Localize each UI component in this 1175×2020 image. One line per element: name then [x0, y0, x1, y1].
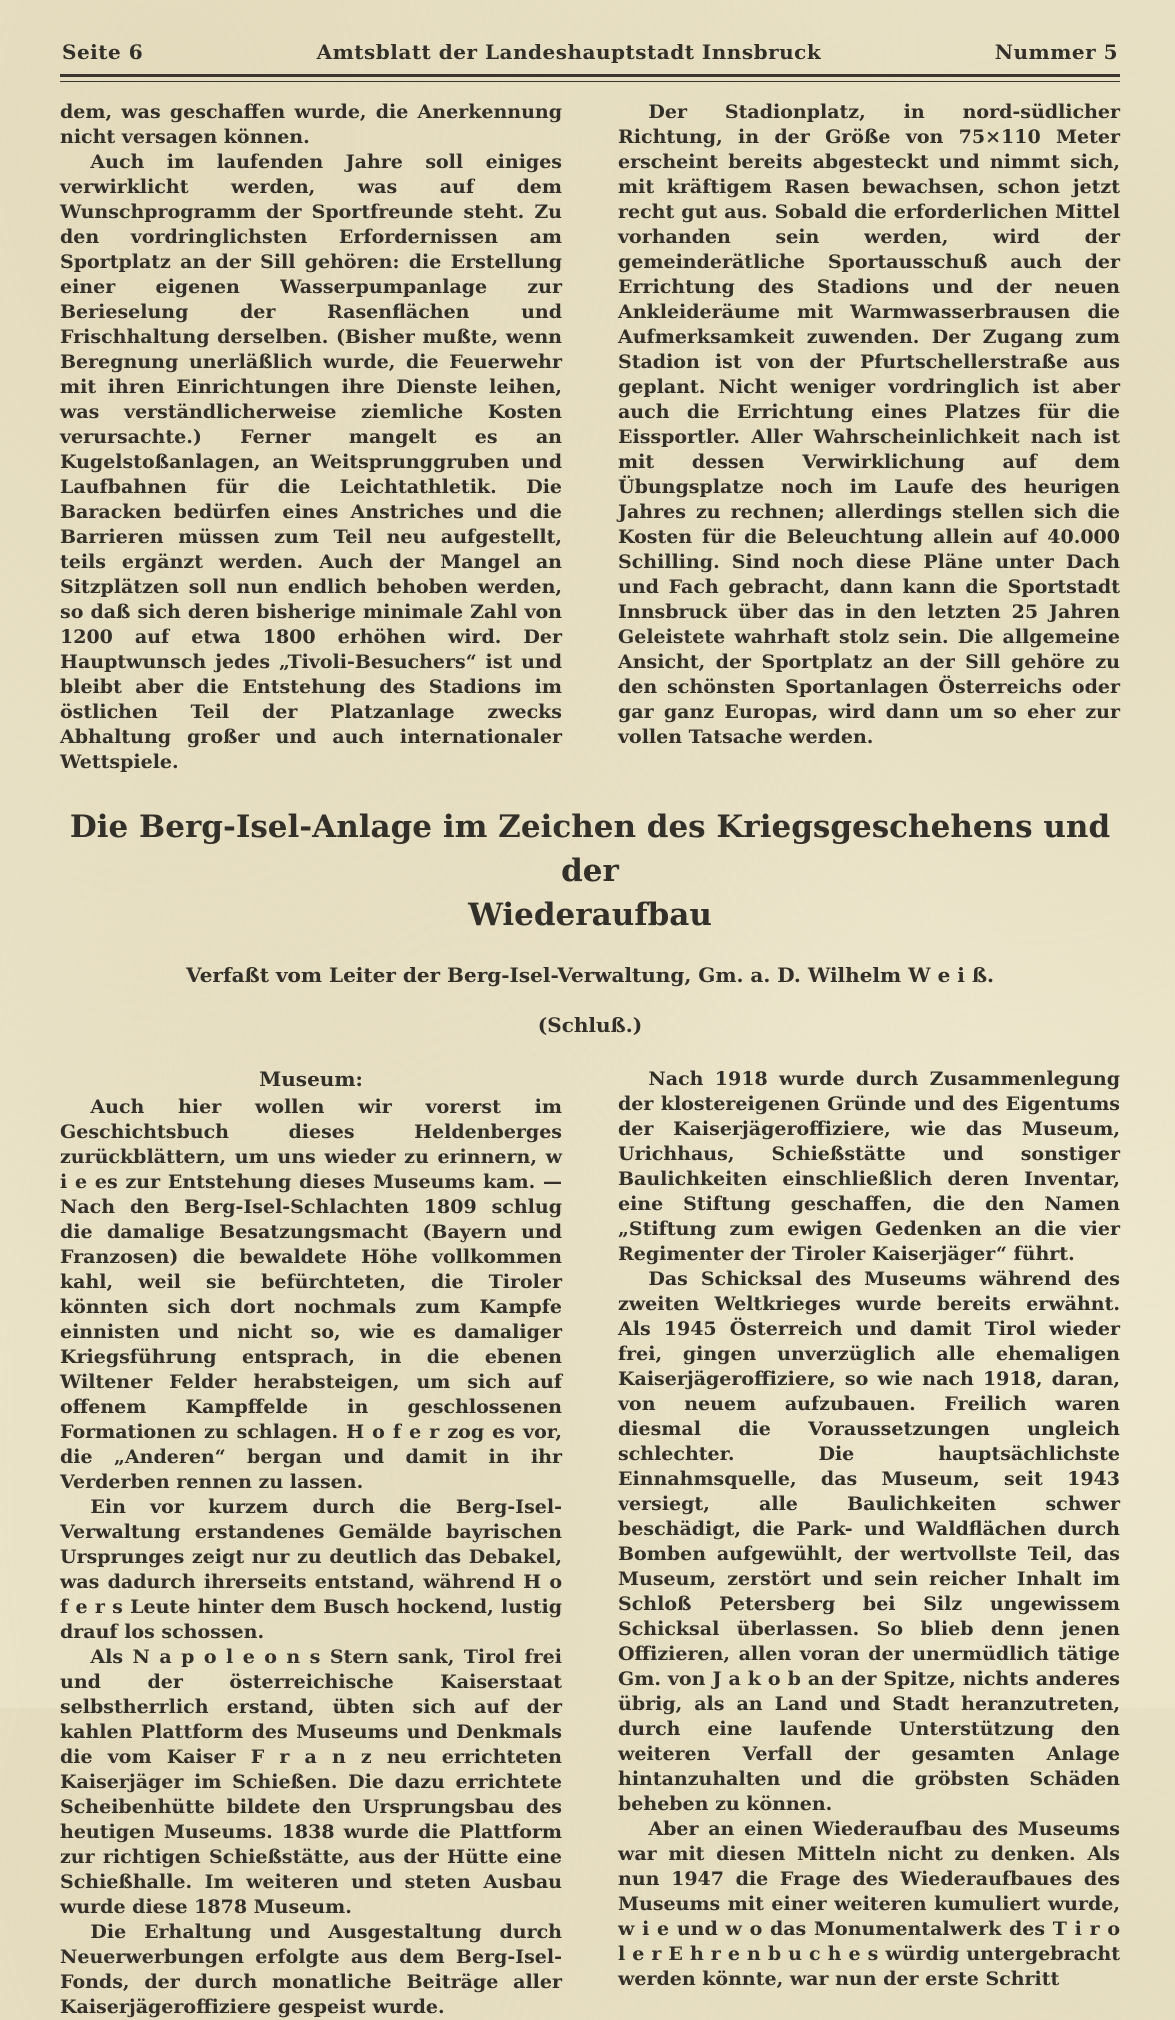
body-paragraph: Auch hier wollen wir vorerst im Geschichtsbuch dieses Heldenberges zurückblättern, um uns wieder zu erinnern, w i e es zur Entstehung dieses Museums kam. — Nach den Berg-Isel-Schlachten 1809 schlug die damalige Besatzungsmacht (Bayern und Franzosen) die bewaldete Höhe vollkommen kahl, weil sie befürchteten, die Tiroler könnten sich dort nochmals zum Kampfe einnisten und nicht so, wie es damaliger Kriegsführung entsprach, in die ebenen Wiltener Felder herabsteigen, um sich auf offenem Kampffelde in geschlossenen Formationen zu schlagen. H o f e r zog es vor, die „Anderen“ bergan und damit in ihr Verderben rennen zu lassen.	[60, 1096, 562, 1493]
article-body	[60, 1067, 1120, 2020]
masthead-title: Amtsblatt der Landeshauptstadt Innsbruck	[316, 40, 822, 64]
top-right-column	[618, 100, 1120, 775]
article-byline: Verfaßt vom Leiter der Berg-Isel-Verwaltung, Gm. a. D. Wilhelm W e i ß.	[186, 963, 994, 987]
page-content	[60, 40, 1120, 2020]
body-paragraph: Die Erhaltung und Ausgestaltung durch Neuerwerbungen erfolgte aus dem Berg-Isel-Fonds, der durch monatliche Beiträge aller Kaiserjägeroffiziere gespeist wurde.	[60, 1921, 562, 2018]
body-paragraph: Der Stadionplatz, in nord-südlicher Richtung, in der Größe von 75×110 Meter erscheint bereits abgesteckt und nimmt sich, mit kräftigem Rasen bewachsen, schon jetzt recht gut aus. Sobald die erforderlichen Mittel vorhanden sein werden, wird der gemeinderätliche Sportausschuß auch der Errichtung des Stadions und der neuen Ankleideräume mit Warmwasserbrausen die Aufmerksamkeit zuwenden. Der Zugang zum Stadion ist von der Pfurtschellerstraße aus geplant. Nicht weniger vordringlich ist aber auch die Errichtung eines Platzes für die Eissportler. Aller Wahrscheinlichkeit nach ist mit dessen Verwirklichung auf dem Übungsplatze noch im Laufe des heurigen Jahres zu rechnen; allerdings stellen sich die Kosten für die Beleuchtung allein auf 40.000 Schilling. Sind noch diese Pläne unter Dach und Fach gebracht, dann kann die Sportstadt Innsbruck über das in den letzten 25 Jahren Geleistete wahrhaft stolz sein. Die allgemeine Ansicht, der Sportplatz an der Sill gehöre zu den schönsten Sportanlagen Österreichs oder gar ganz Europas, wird dann um so eher zur vollen Tatsache werden.	[618, 101, 1120, 748]
article-title-line1: Die Berg-Isel-Anlage im Zeichen des Kriegsgeschehens und der	[69, 809, 1111, 889]
top-left-column	[60, 100, 562, 775]
running-head	[60, 40, 1120, 74]
body-paragraph: Ein vor kurzem durch die Berg-Isel-Verwaltung erstandenes Gemälde bayrischen Ursprunges zeigt nur zu deutlich das Debakel, was dadurch ihrerseits entstand, während H o f e r s Leute hinter dem Busch hockend, lustig drauf los schossen.	[60, 1496, 562, 1643]
article-header	[60, 805, 1120, 1037]
body-paragraph: Als N a p o l e o n s Stern sank, Tirol frei und der österreichische Kaiserstaat selbstherrlich erstand, übten sich auf der kahlen Plattform des Museums und Denkmals die vom Kaiser F r a n z neu errichteten Kaiserjäger im Schießen. Die dazu errichtete Scheibenhütte bildete den Ursprungsbau des heutigen Museums. 1838 wurde die Plattform zur richtigen Schießstätte, aus der Hütte eine Schießhalle. Im weiteren und steten Ausbau wurde diese 1878 Museum.	[60, 1646, 562, 1918]
article-left-column	[60, 1067, 562, 2020]
body-paragraph: Auch im laufenden Jahre soll einiges verwirklicht werden, was auf dem Wunschprogramm der Sportfreunde steht. Zu den vordringlichsten Erfordernissen am Sportplatz an der Sill gehören: die Erstellung einer eigenen Wasserpumpanlage zur Berieselung der Rasenflächen und Frischhaltung derselben. (Bisher mußte, wenn Beregnung unerläßlich wurde, die Feuerwehr mit ihren Einrichtungen ihre Dienste leihen, was verständlicherweise ziemliche Kosten verursachte.) Ferner mangelt es an Kugelstoßanlagen, an Weitsprunggruben und Laufbahnen für die Leichtathletik. Die Baracken bedürfen eines Anstriches und die Barrieren müssen zum Teil neu aufgestellt, teils ergänzt werden. Auch der Mangel an Sitzplätzen soll nun endlich behoben werden, so daß sich deren bisherige minimale Zahl von 1200 auf etwa 1800 erhöhen wird. Der Hauptwunsch jedes „Tivoli-Besuchers“ ist und bleibt aber die Entstehung des Stadions im östlichen Teil der Platzanlage zwecks Abhaltung großer und auch internationaler Wettspiele.	[60, 151, 562, 773]
body-paragraph: dem, was geschaffen wurde, die Anerkennung nicht versagen können.	[60, 101, 562, 148]
body-paragraph: Aber an einen Wiederaufbau des Museums war mit diesen Mitteln nicht zu denken. Als nun 1947 die Frage des Wiederaufbaues des Museums mit einer weiteren kumuliert wurde, w i e und w o das Monumentalwerk des T i r o l e r E h r e n b u c h e s würdig untergebracht werden könnte, war nun der erste Schritt	[618, 1818, 1120, 1990]
page-number-label: Seite 6	[62, 40, 144, 64]
museum-section-heading: Museum:	[259, 1067, 363, 1091]
body-paragraph: Nach 1918 wurde durch Zusammenlegung der klostereigenen Gründe und des Eigentums der Kaiserjägeroffiziere, wie das Museum, Urichhaus, Schießstätte und sonstiger Baulichkeiten einschließlich deren Inventar, eine Stiftung geschaffen, die den Namen „Stiftung zum ewigen Gedenken an die vier Regimenter der Tiroler Kaiserjäger“ führt.	[618, 1068, 1120, 1265]
article-subtitle: (Schluß.)	[537, 1013, 643, 1037]
header-double-rule	[60, 74, 1120, 82]
body-paragraph: Das Schicksal des Museums während des zweiten Weltkrieges wurde bereits erwähnt. Als 1945 Österreich und damit Tirol wieder frei, gingen unverzüglich alle ehemaligen Kaiserjägeroffiziere, so wie nach 1918, daran, von neuem aufzubauen. Freilich waren diesmal die Voraussetzungen ungleich schlechter. Die hauptsächlichste Einnahmsquelle, das Museum, seit 1943 versiegt, alle Baulichkeiten schwer beschädigt, die Park- und Waldflächen durch Bomben aufgewühlt, der wertvollste Teil, das Museum, zerstört und sein reicher Inhalt im Schloß Petersberg bei Silz ungewissem Schicksal überlassen. So blieb denn jenen Offizieren, allen voran der unermüdlich tätige Gm. von J a k o b an der Spitze, nichts anderes übrig, als an Land und Stadt heranzutreten, durch eine laufende Unterstützung den weiteren Verfall der gesamten Anlage hintanzuhalten und die gröbsten Schäden beheben zu können.	[618, 1268, 1120, 1815]
top-section	[60, 100, 1120, 775]
article-right-column	[618, 1067, 1120, 2020]
issue-number-label: Nummer 5	[994, 40, 1118, 64]
article-title-line2: Wiederaufbau	[468, 897, 712, 933]
article-title	[60, 805, 1120, 937]
